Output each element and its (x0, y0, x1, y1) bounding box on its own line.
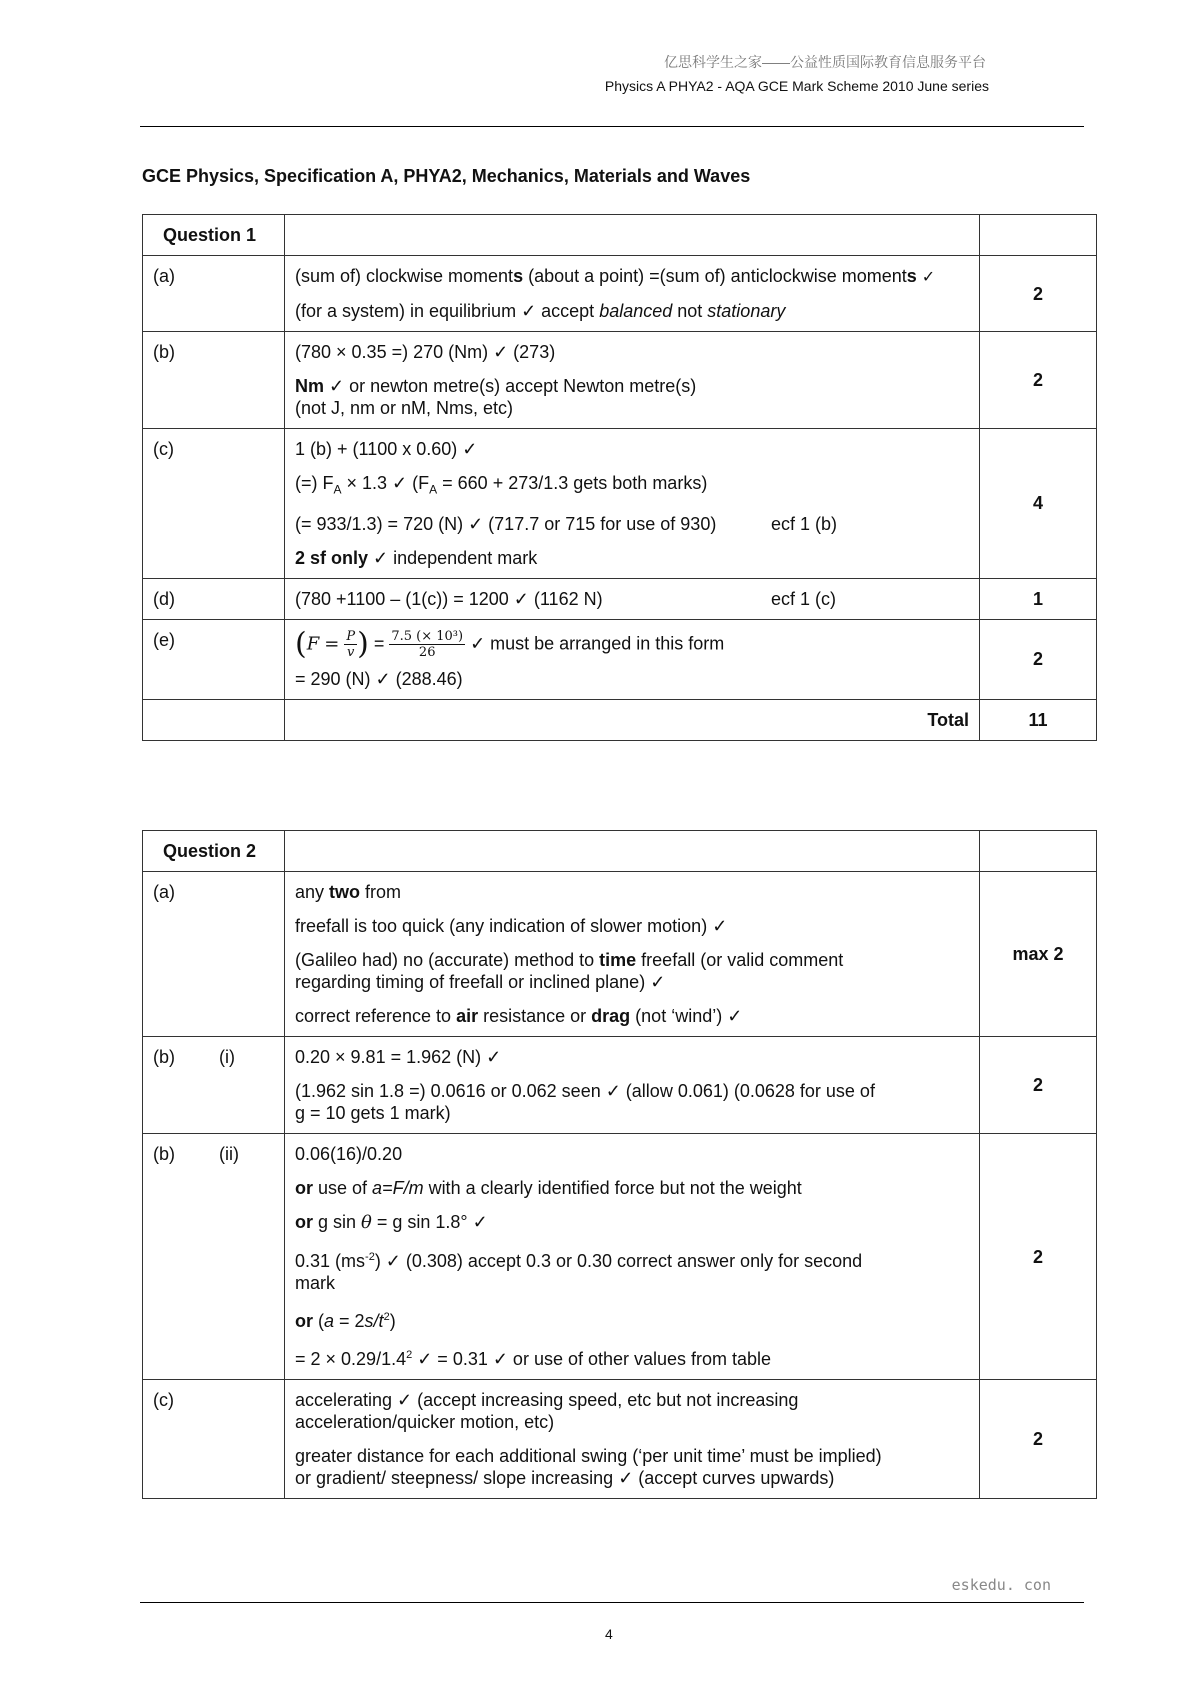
answer-cell (285, 1134, 980, 1380)
equation-line: (F = $\frac{P}{v}$ ) = $\frac{\text{7.5 (× 10³)}}{26}$ ✓ must be arranged in this form (295, 626, 725, 662)
page-title: GCE Physics, Specification A, PHYA2, Mechanics, Materials and Waves (142, 166, 751, 186)
ecf-note: ecf 1 (b) (771, 513, 838, 534)
table-row (143, 831, 1097, 872)
mark-cell: 2 (980, 619, 1097, 699)
answer-cell (285, 1037, 980, 1134)
question-heading-cell (143, 215, 285, 256)
answer-line: (780 × 0.35 =) 270 (Nm) ✓ (273) (295, 342, 556, 362)
question-heading: Question 1 (163, 225, 257, 245)
table-row (143, 429, 1097, 579)
header-document-title: Physics A PHYA2 - AQA GCE Mark Scheme 2010 June series (604, 78, 989, 94)
answer-cell (285, 429, 980, 579)
answer-cell (285, 1380, 980, 1499)
answer-line: accelerating ✓ (accept increasing speed, etc but not increasing acceleration/quicker motion, etc) (295, 1390, 799, 1432)
answer-line: (Galileo had) no (accurate) method to time freefall (or valid comment regarding timing of freefall or inclined plane) ✓ (295, 950, 844, 992)
table-row (143, 699, 1097, 740)
answer-line: = $2 \times 0.29/1.4^2$ ✓ = 0.31 ✓ or use of other values from table (295, 1349, 772, 1369)
answer-line: 0.20 × 9.81 = 1.962 (N) ✓ (295, 1047, 502, 1067)
answer-line: any two from (295, 882, 402, 902)
answer-cell (285, 619, 980, 699)
mark-cell: max 2 (980, 872, 1097, 1037)
answer-line: (=) $F_A \times 1.3$ ✓ ($F_A = 660 + 273/1.3$ gets both marks) (295, 473, 708, 497)
answer-line: (= 933/1.3) = 720 (N) ✓ (717.7 or 715 for use of 930) ecf 1 (b) (295, 513, 838, 534)
answer-line: or $(a = 2s/t^2)$ (295, 1311, 396, 1331)
part-label: (b) (i) (143, 1037, 285, 1134)
answer-line: 1 (b) + (1100 x 0.60) ✓ (295, 439, 478, 459)
answer-cell (285, 578, 980, 619)
part-label: (b) (ii) (143, 1134, 285, 1380)
answer-line: 0.31 $(ms^{-2})$ ✓ (0.308) accept 0.3 or 0.30 correct answer only for second mark (295, 1251, 863, 1293)
mark-cell: 2 (980, 332, 1097, 429)
table-row (143, 578, 1097, 619)
answer-line: 0.06(16)/0.20 (295, 1144, 403, 1164)
question-heading: Question 2 (163, 841, 257, 861)
table-row (143, 872, 1097, 1037)
table-row (143, 619, 1097, 699)
answer-line: = 290 (N) ✓ (288.46) (295, 668, 463, 689)
answer-cell (285, 256, 980, 332)
answer-line: greater distance for each additional swing (‘per unit time’ must be implied) or gradient/ steepness/ slope increasing ✓ (accept curves upwards) (295, 1446, 882, 1488)
mark-cell: 1 (980, 578, 1097, 619)
part-label: (e) (143, 619, 285, 699)
question-heading-cell (143, 831, 285, 872)
part-label: (c) (143, 1380, 285, 1499)
part-label: (a) (143, 256, 285, 332)
footer-logo: eskedu. con (951, 1576, 1051, 1594)
answer-line: correct reference to air resistance or drag (not ‘wind’) ✓ (295, 1006, 743, 1026)
question-1-table (142, 214, 1097, 741)
answer-line: (for a system) in equilibrium ✓ accept balanced not stationary (295, 301, 786, 321)
ecf-note: ecf 1 (c) (771, 588, 837, 609)
answer-line: (sum of) clockwise moments (about a point) =(sum of) anticlockwise moments ✓ (295, 266, 936, 286)
table-row (143, 332, 1097, 429)
fraction-value: $\frac{\text{7.5 (× 10³)}}{26}$ (391, 628, 464, 660)
table-row (143, 1134, 1097, 1380)
mark-cell: 2 (980, 1037, 1097, 1134)
part-label: (b) (143, 332, 285, 429)
part-label: (c) (143, 429, 285, 579)
table-row (143, 1380, 1097, 1499)
table-row (143, 215, 1097, 256)
header-site-name: 亿思科学生之家——公益性质国际教育信息服务平台 (664, 54, 986, 70)
answer-line: (1.962 sin 1.8 =) 0.0616 or 0.062 seen ✓ (allow 0.061) (0.0628 for use of g = 10 gets 1 mark) (295, 1081, 875, 1123)
answer-line: freefall is too quick (any indication of slower motion) ✓ (295, 916, 728, 936)
mark-cell: 2 (980, 1134, 1097, 1380)
table-row (143, 1037, 1097, 1134)
header-rule (140, 126, 1084, 127)
answer-line: or use of a=F/m with a clearly identified force but not the weight (295, 1178, 802, 1198)
total-mark: 11 (980, 699, 1097, 740)
fraction-p-over-v: $\frac{P}{v}$ (346, 628, 356, 660)
answer-line: or g sin θ = g sin 1.8° ✓ (295, 1212, 488, 1233)
answer-cell (285, 872, 980, 1037)
mark-cell: 4 (980, 429, 1097, 579)
mark-cell: 2 (980, 256, 1097, 332)
footer-rule (140, 1602, 1084, 1603)
page-number: 4 (605, 1626, 613, 1642)
part-label: (d) (143, 578, 285, 619)
answer-line: 2 sf only ✓ independent mark (295, 547, 538, 568)
answer-line: Nm ✓ or newton metre(s) accept Newton metre(s) (not J, nm or nM, Nms, etc) (295, 376, 697, 418)
answer-cell (285, 332, 980, 429)
table-row (143, 256, 1097, 332)
total-label: Total (285, 699, 980, 740)
mark-cell: 2 (980, 1380, 1097, 1499)
part-label: (a) (143, 872, 285, 1037)
answer-line: (780 +1100 – (1(c)) = 1200 ✓ (1162 N) ecf 1 (c) (295, 588, 837, 609)
question-2-table (142, 830, 1097, 1499)
